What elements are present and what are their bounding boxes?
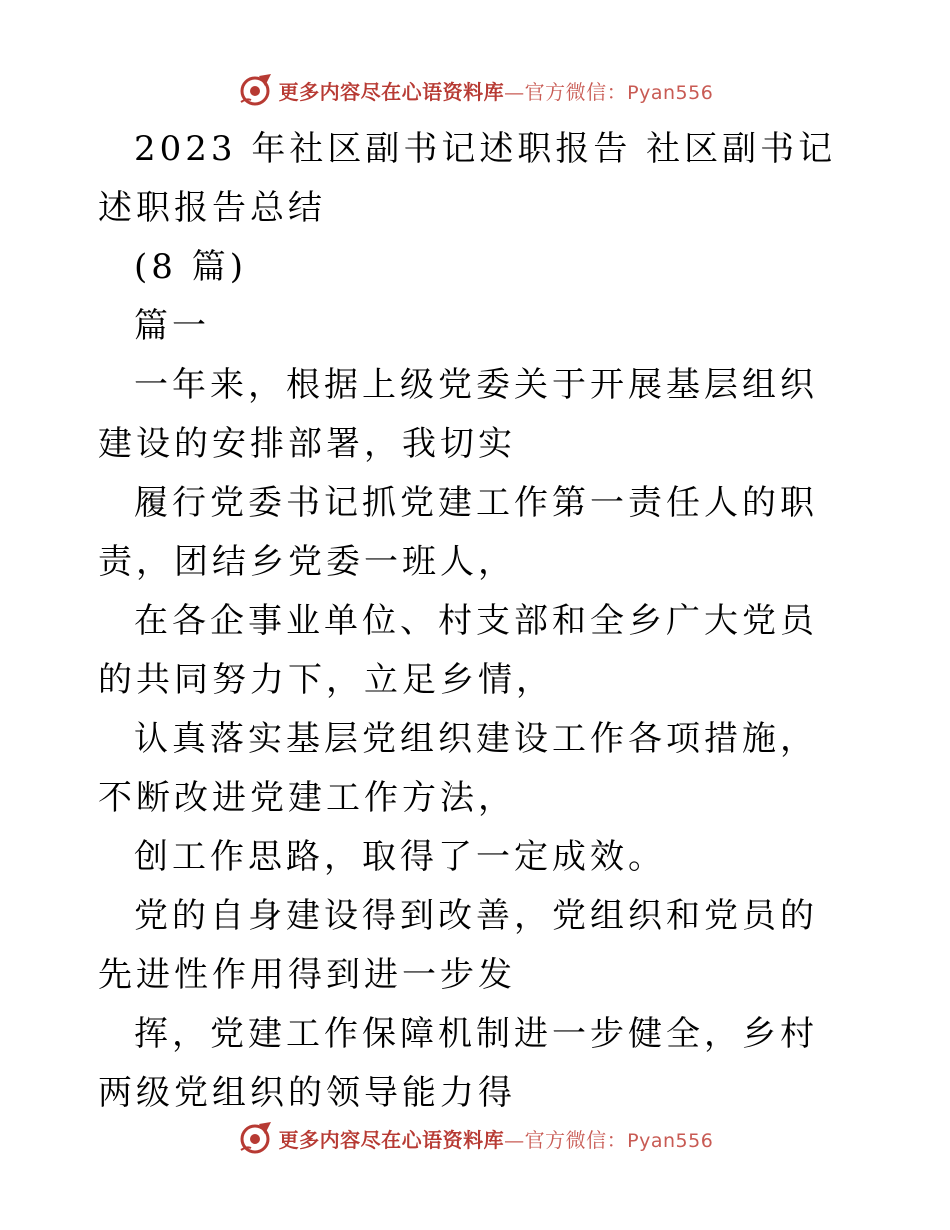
paragraph: 履行党委书记抓党建工作第一责任人的职责，团结乡党委一班人， bbox=[98, 483, 818, 582]
header-banner-sub: —官方微信： bbox=[504, 79, 628, 104]
paragraph: 党的自身建设得到改善，党组织和党员的先进性作用得到进一步发 bbox=[98, 896, 818, 995]
paragraph: 挥，党建工作保障机制进一步健全，乡村两级党组织的领导能力得 bbox=[98, 1014, 818, 1113]
paragraph: 认真落实基层党组织建设工作各项措施，不断改进党建工作方法， bbox=[98, 719, 818, 818]
footer-banner-id: Pyan556 bbox=[627, 1129, 714, 1152]
pen-logo-icon bbox=[237, 72, 273, 108]
footer-banner-main: 更多内容尽在心语资料库 bbox=[278, 1127, 505, 1152]
document-subtitle: (8 篇) bbox=[134, 247, 247, 287]
footer-watermark-banner bbox=[0, 1118, 950, 1158]
paragraph: 一年来，根据上级党委关于开展基层组织建设的安排部署，我切实 bbox=[98, 365, 818, 464]
header-banner-id: Pyan556 bbox=[627, 81, 714, 104]
paragraph: 在各企事业单位、村支部和全乡广大党员的共同努力下，立足乡情， bbox=[98, 601, 818, 700]
paragraph: 创工作思路，取得了一定成效。 bbox=[134, 837, 666, 877]
pen-logo-icon bbox=[237, 1120, 273, 1156]
document-body bbox=[98, 120, 854, 1123]
footer-banner-sub: —官方微信： bbox=[504, 1127, 628, 1152]
section-heading: 篇一 bbox=[134, 306, 210, 346]
header-watermark-banner bbox=[0, 70, 950, 110]
document-title: 2023 年社区副书记述职报告 社区副书记述职报告总结 bbox=[98, 129, 837, 228]
header-banner-main: 更多内容尽在心语资料库 bbox=[278, 79, 505, 104]
